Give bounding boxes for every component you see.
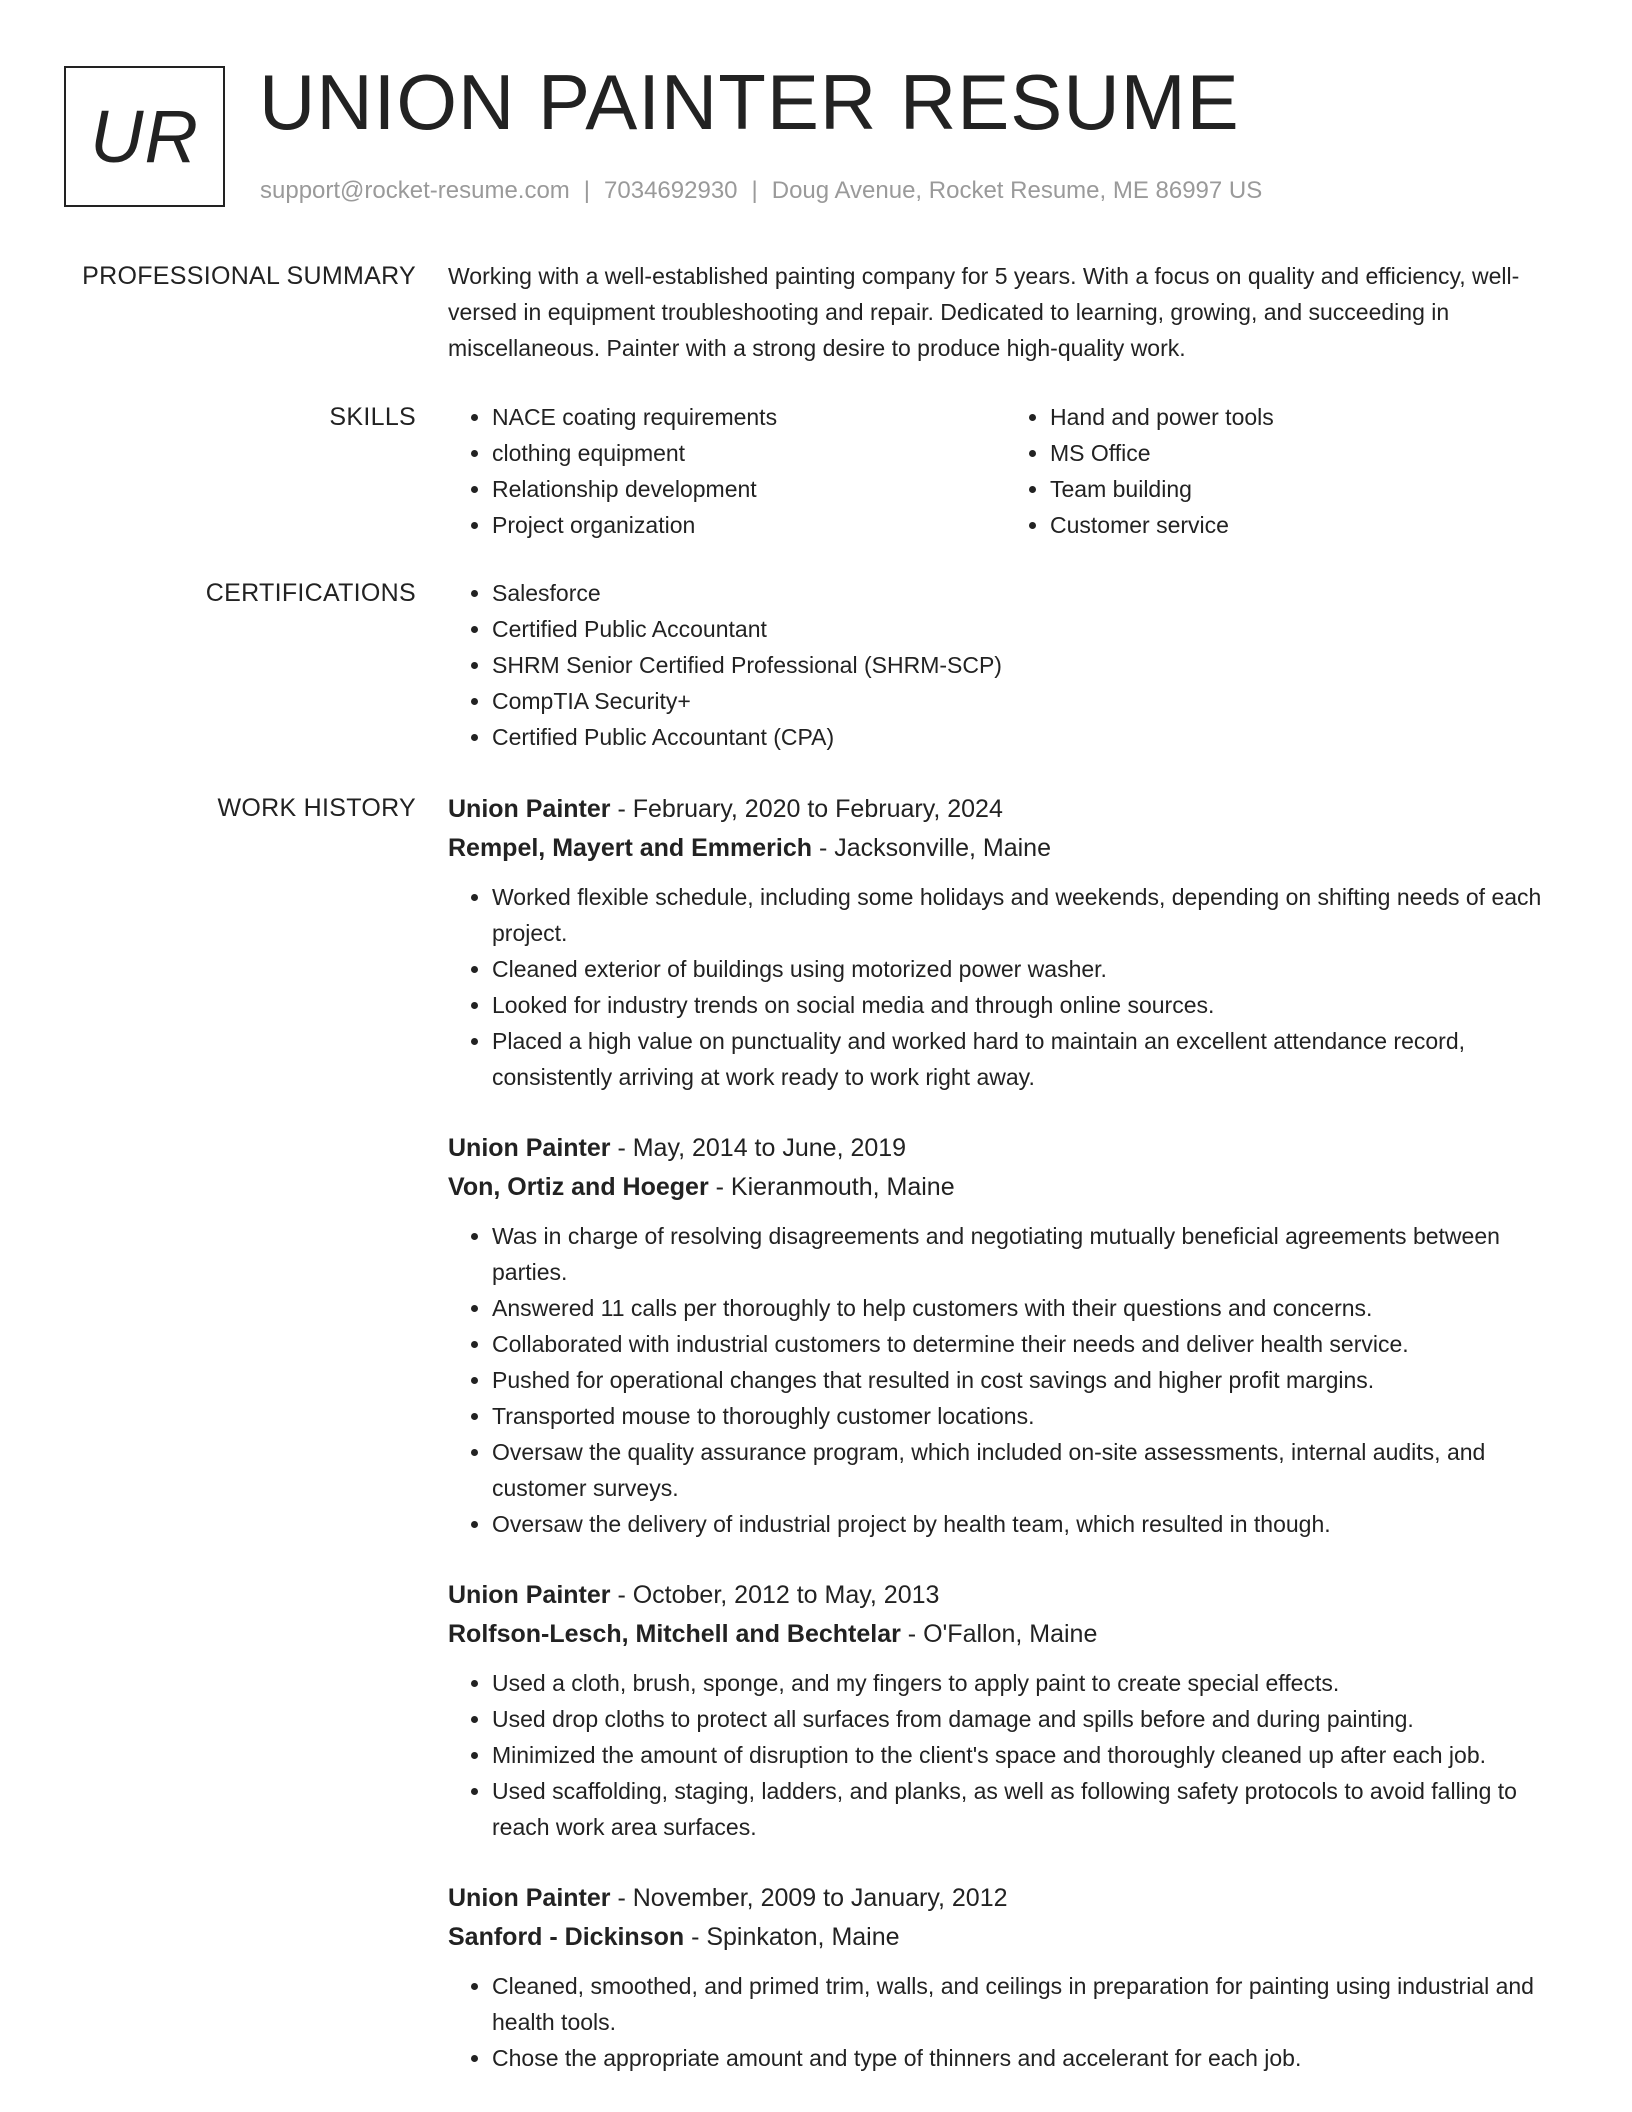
job-entry bbox=[448, 1879, 1564, 2076]
work-history-body bbox=[448, 790, 1564, 2110]
certification-item: • Certified Public Accountant bbox=[492, 611, 1564, 647]
job-bullet: • Used a cloth, brush, sponge, and my fingers to apply paint to create special effects. bbox=[492, 1665, 1564, 1701]
job-bullet: • Pushed for operational changes that resulted in cost savings and higher profit margins. bbox=[492, 1362, 1564, 1398]
job-bullet: • Answered 11 calls per thoroughly to help customers with their questions and concerns. bbox=[492, 1290, 1564, 1326]
certification-item: • Salesforce bbox=[492, 575, 1564, 611]
job-title: Union Painter bbox=[448, 795, 611, 823]
skill-item: • Customer service bbox=[1050, 507, 1564, 543]
skill-item: • Relationship development bbox=[492, 471, 1006, 507]
job-company: Von, Ortiz and Hoeger bbox=[448, 1173, 709, 1201]
job-bullets bbox=[448, 879, 1564, 1095]
contact-phone[interactable]: 7034692930 bbox=[604, 177, 738, 204]
job-bullet: • Transported mouse to thoroughly customer locations. bbox=[492, 1398, 1564, 1434]
job-dates: - May, 2014 to June, 2019 bbox=[610, 1134, 907, 1162]
job-bullet: • Used scaffolding, staging, ladders, and planks, as well as following safety protocols to avoid falling to reach work area surfaces. bbox=[492, 1773, 1564, 1845]
job-location: - Jacksonville, Maine bbox=[812, 834, 1051, 862]
skill-item: • Team building bbox=[1050, 471, 1564, 507]
certification-item: • SHRM Senior Certified Professional (SHRM-SCP) bbox=[492, 647, 1564, 683]
contact-email[interactable]: support@rocket-resume.com bbox=[260, 177, 570, 204]
skill-item: • Project organization bbox=[492, 507, 1006, 543]
job-dates: - November, 2009 to January, 2012 bbox=[610, 1884, 1008, 1912]
job-dates: - February, 2020 to February, 2024 bbox=[610, 795, 1003, 823]
job-entry bbox=[448, 1129, 1564, 1542]
summary-label: PROFESSIONAL SUMMARY bbox=[82, 262, 416, 290]
contact-address: Doug Avenue, Rocket Resume, ME 86997 US bbox=[771, 177, 1263, 204]
job-title: Union Painter bbox=[448, 1134, 611, 1162]
job-company: Sanford - Dickinson bbox=[448, 1923, 685, 1951]
job-bullet: • Was in charge of resolving disagreements and negotiating mutually beneficial agreements between parties. bbox=[492, 1218, 1564, 1290]
summary-body bbox=[448, 258, 1564, 366]
job-dates: - October, 2012 to May, 2013 bbox=[610, 1581, 940, 1609]
job-location: - O'Fallon, Maine bbox=[900, 1620, 1098, 1648]
certifications-label: CERTIFICATIONS bbox=[205, 579, 416, 607]
job-bullet: • Chose the appropriate amount and type of thinners and accelerant for each job. bbox=[492, 2040, 1564, 2076]
job-bullet: • Placed a high value on punctuality and worked hard to maintain an excellent attendance record, consistently arriving at work ready to work right away. bbox=[492, 1023, 1564, 1095]
job-title: Union Painter bbox=[448, 1581, 611, 1609]
job-company: Rempel, Mayert and Emmerich bbox=[448, 834, 813, 862]
skill-item: • MS Office bbox=[1050, 435, 1564, 471]
skills-list-right bbox=[1006, 399, 1564, 543]
certifications-list bbox=[448, 575, 1564, 755]
job-bullet: • Oversaw the delivery of industrial project by health team, which resulted in though. bbox=[492, 1506, 1564, 1542]
skill-item: • clothing equipment bbox=[492, 435, 1006, 471]
job-company-line bbox=[448, 829, 1564, 868]
job-bullet: • Cleaned, smoothed, and primed trim, walls, and ceilings in preparation for painting using industrial and health tools. bbox=[492, 1968, 1564, 2040]
contact-separator: | bbox=[751, 177, 758, 204]
job-bullet: • Oversaw the quality assurance program, which included on-site assessments, internal audits, and customer surveys. bbox=[492, 1434, 1564, 1506]
job-title-line bbox=[448, 1576, 1564, 1615]
skill-item: • Hand and power tools bbox=[1050, 399, 1564, 435]
resume-title: UNION PAINTER RESUME bbox=[259, 58, 1240, 146]
contact-line bbox=[260, 175, 1262, 207]
job-title-line bbox=[448, 790, 1564, 829]
job-entry bbox=[448, 1576, 1564, 1845]
job-bullet: • Collaborated with industrial customers to determine their needs and deliver health service. bbox=[492, 1326, 1564, 1362]
summary-text: Working with a well-established painting company for 5 years. With a focus on quality and efficiency, well-versed in equipment troubleshooting and repair. Dedicated to learning, growing, and succeeding in miscellaneous. Painter with a strong desire to produce high-quality work. bbox=[448, 263, 1520, 361]
job-bullet: • Minimized the amount of disruption to the client's space and thoroughly cleaned up after each job. bbox=[492, 1737, 1564, 1773]
job-title-line bbox=[448, 1879, 1564, 1918]
job-title: Union Painter bbox=[448, 1884, 611, 1912]
contact-separator: | bbox=[583, 177, 591, 204]
work-history-label: WORK HISTORY bbox=[217, 794, 416, 822]
job-location: - Spinkaton, Maine bbox=[684, 1923, 900, 1951]
job-location: - Kieranmouth, Maine bbox=[708, 1173, 955, 1201]
job-entry bbox=[448, 790, 1564, 1095]
certifications-body bbox=[448, 575, 1564, 755]
skill-item: • NACE coating requirements bbox=[492, 399, 1006, 435]
job-title-line bbox=[448, 1129, 1564, 1168]
certification-item: • CompTIA Security+ bbox=[492, 683, 1564, 719]
job-bullet: • Cleaned exterior of buildings using motorized power washer. bbox=[492, 951, 1564, 987]
job-bullets bbox=[448, 1665, 1564, 1845]
job-bullet: • Looked for industry trends on social media and through online sources. bbox=[492, 987, 1564, 1023]
job-company-line bbox=[448, 1168, 1564, 1207]
job-bullet: • Used drop cloths to protect all surfaces from damage and spills before and during painting. bbox=[492, 1701, 1564, 1737]
job-bullet: • Worked flexible schedule, including some holidays and weekends, depending on shifting needs of each project. bbox=[492, 879, 1564, 951]
job-bullets bbox=[448, 1968, 1564, 2076]
job-bullets bbox=[448, 1218, 1564, 1542]
monogram-logo: UR bbox=[64, 66, 225, 207]
job-company: Rolfson-Lesch, Mitchell and Bechtelar bbox=[448, 1620, 901, 1648]
certification-item: • Certified Public Accountant (CPA) bbox=[492, 719, 1564, 755]
skills-list-left bbox=[448, 399, 1006, 543]
job-company-line bbox=[448, 1615, 1564, 1654]
skills-label: SKILLS bbox=[329, 403, 416, 431]
skills-body bbox=[448, 399, 1564, 543]
job-company-line bbox=[448, 1918, 1564, 1957]
